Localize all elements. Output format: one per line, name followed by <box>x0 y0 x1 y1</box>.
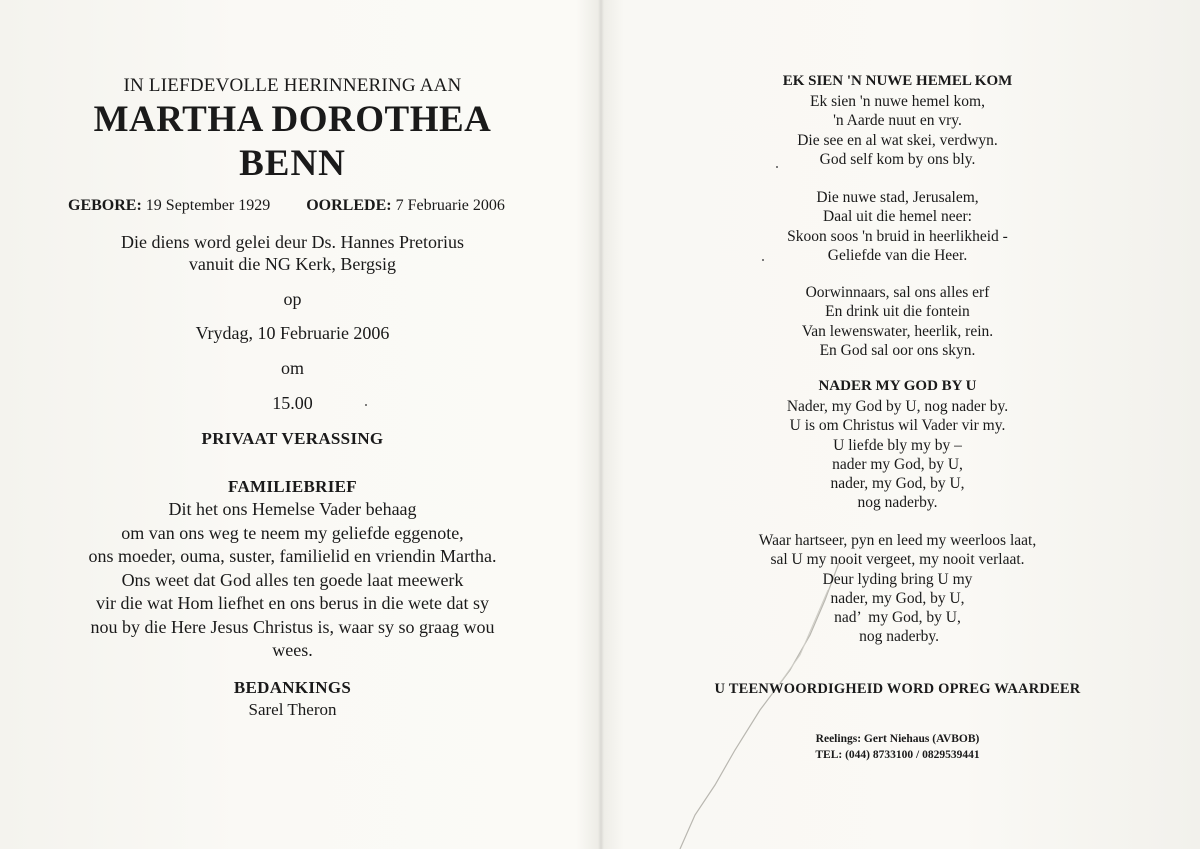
hymn1-stanza <box>700 188 1095 265</box>
memorial-intro: IN LIEFDEVOLLE HERINNERING AAN <box>123 75 462 96</box>
hymn1-stanza <box>700 92 1095 169</box>
verse-line: Daal uit die hemel neer: <box>823 208 972 226</box>
op-text: op <box>283 289 302 309</box>
thanks-name: Sarel Theron <box>248 700 337 719</box>
verse-line: nog naderby. <box>855 628 940 646</box>
private-cremation-heading: PRIVAAT VERASSING <box>201 429 384 448</box>
verse-line: Geliefde van die Heer. <box>827 246 968 264</box>
arrangements-block <box>700 731 1095 763</box>
thanks-heading: BEDANKINGS <box>233 678 352 697</box>
service-line: vanuit die NG Kerk, Bergsig <box>188 254 397 274</box>
verse-line: Deur lyding bring U my <box>822 570 973 588</box>
service-date: Vrydag, 10 Februarie 2006 <box>195 323 390 343</box>
family-letter-line: ons moeder, ouma, suster, familielid en vriendin Martha. <box>88 546 497 566</box>
speck <box>776 166 778 168</box>
appreciation-line: U TEENWOORDIGHEID WORD OPREG WAARDEER <box>714 681 1081 697</box>
born-value: 19 September 1929 <box>145 197 271 214</box>
family-letter-heading: FAMILIEBRIEF <box>228 477 357 496</box>
arrangements-line: Reelings: Gert Niehaus (AVBOB) <box>815 733 980 745</box>
verse-line: U is om Christus wil Vader vir my. <box>789 417 1006 435</box>
hymn1-stanza <box>700 283 1095 360</box>
family-letter-line: nou by die Here Jesus Christus is, waar sy so graag wou <box>90 616 495 637</box>
verse-line: Ek sien 'n nuwe hemel kom, <box>810 93 985 110</box>
died-label: OORLEDE: <box>306 197 392 214</box>
telephone-line: TEL: (044) 8733100 / 0829539441 <box>815 749 980 761</box>
family-letter-line: Dit het ons Hemelse Vader behaag <box>168 499 417 519</box>
service-time: 15.00 <box>272 393 313 413</box>
verse-line: nader my God, by U, <box>832 455 963 473</box>
verse-line: nad’ my God, by U, <box>834 609 961 627</box>
family-letter-line: om van ons weg te neem my geliefde eggenote, <box>121 522 464 543</box>
verse-line: nader, my God, by U, <box>830 475 965 493</box>
verse-line: God self kom by ons bly. <box>819 150 976 168</box>
service-info <box>40 231 545 275</box>
service-line: Die diens word gelei deur Ds. Hannes Pretorius <box>121 232 464 252</box>
verse-line: sal U my nooit vergeet, my nooit verlaat. <box>770 551 1025 569</box>
verse-line: Waar hartseer, pyn en leed my weerloos laat, <box>758 532 1037 549</box>
verse-line: 'n Aarde nuut en vry. <box>833 112 962 130</box>
right-panel <box>700 0 1095 849</box>
died-value: 7 Februarie 2006 <box>395 197 505 214</box>
hymn2-title: NADER MY GOD BY U <box>818 378 977 394</box>
verse-line: Oorwinnaars, sal ons alles erf <box>805 284 990 301</box>
family-letter-body <box>40 498 545 663</box>
verse-line: Skoon soos 'n bruid in heerlikheid - <box>787 227 1008 245</box>
hymn1-title: EK SIEN 'N NUWE HEMEL KOM <box>782 73 1013 89</box>
hymn2-stanza <box>700 531 1095 647</box>
verse-line: Die see en al wat skei, verdwyn. <box>797 131 998 149</box>
deceased-name-line1: MARTHA DOROTHEA <box>93 99 492 140</box>
family-letter-line: Ons weet dat God alles ten goede laat meewerk <box>121 569 464 590</box>
family-letter-line: vir die wat Hom liefhet en ons berus in die wete dat sy <box>96 593 489 613</box>
verse-line: nog naderby. <box>857 494 938 512</box>
born-label: GEBORE: <box>68 197 142 214</box>
life-dates <box>68 197 505 215</box>
verse-line: En drink uit die fontein <box>825 303 970 321</box>
left-panel <box>40 0 545 849</box>
verse-line: U liefde bly my by – <box>833 436 962 454</box>
center-fold <box>598 0 604 849</box>
speck <box>365 404 367 406</box>
family-letter-line: wees. <box>272 640 313 660</box>
deceased-name-line2: BENN <box>239 143 346 184</box>
verse-line: Die nuwe stad, Jerusalem, <box>816 189 979 206</box>
verse-line: nader, my God, by U, <box>830 589 965 607</box>
speck <box>762 259 764 261</box>
om-text: om <box>280 358 304 378</box>
verse-line: Van lewenswater, heerlik, rein. <box>801 322 994 340</box>
verse-line: En God sal oor ons skyn. <box>819 341 976 359</box>
hymn2-stanza <box>700 397 1095 513</box>
verse-line: Nader, my God by U, nog nader by. <box>786 398 1009 415</box>
